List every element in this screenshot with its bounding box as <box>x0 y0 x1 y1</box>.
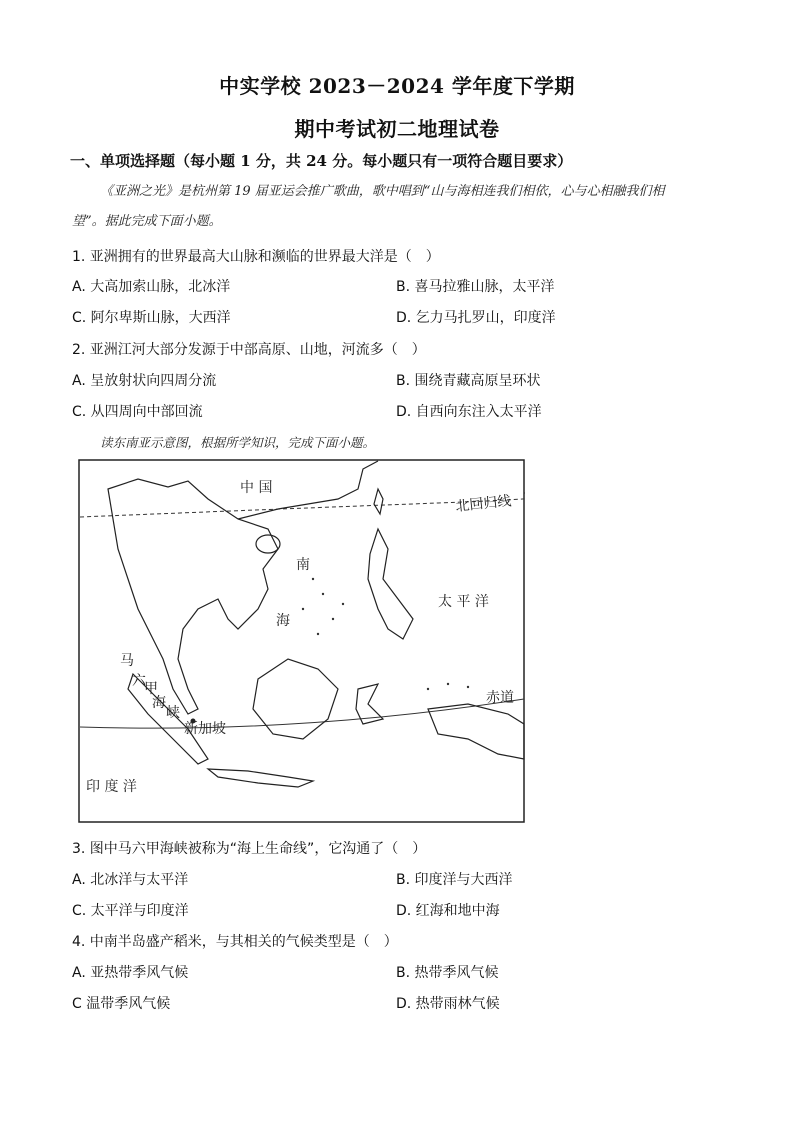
question-2-stem: 2. 亚洲江河大部分发源于中部高原、山地，河流多（ ） <box>72 342 426 358</box>
question-1-option-d[interactable]: D. 乞力马扎罗山，印度洋 <box>396 310 556 326</box>
label-strait-5: 峡 <box>166 705 180 721</box>
question-3-option-c[interactable]: C. 太平洋与印度洋 <box>72 903 189 919</box>
label-tropic-of-cancer: 北回归线 <box>454 493 513 515</box>
question-4-option-a[interactable]: A. 亚热带季风气候 <box>72 965 189 981</box>
label-pacific-ocean: 太 平 洋 <box>438 594 489 610</box>
question-2-option-a[interactable]: A. 呈放射状向四周分流 <box>72 373 217 389</box>
question-2-option-b[interactable]: B. 围绕青藏高原呈环状 <box>396 373 541 389</box>
question-4-option-c[interactable]: C 温带季风气候 <box>72 996 171 1012</box>
title-line-2: 期中考试初二地理试卷 <box>294 117 500 141</box>
question-4-stem: 4. 中南半岛盛产稻米，与其相关的气候类型是（ ） <box>72 934 398 950</box>
passage-1-line-2: 望”。据此完成下面小题。 <box>72 214 222 229</box>
question-3-option-d[interactable]: D. 红海和地中海 <box>396 903 500 919</box>
question-4-option-b[interactable]: B. 热带季风气候 <box>396 965 499 981</box>
label-strait-4: 海 <box>152 695 166 711</box>
question-3-option-a[interactable]: A. 北冰洋与太平洋 <box>72 872 189 888</box>
label-strait-2: 六 <box>132 673 146 689</box>
question-1-option-a[interactable]: A. 大高加索山脉，北冰洋 <box>72 279 231 295</box>
question-1-option-b[interactable]: B. 喜马拉雅山脉，太平洋 <box>396 279 555 295</box>
label-strait-3: 甲 <box>144 681 158 697</box>
label-strait-1: 马 <box>120 653 134 669</box>
passage-2: 读东南亚示意图，根据所学知识，完成下面小题。 <box>100 435 376 450</box>
title-line-1: 中实学校 2023－2024 学年度下学期 <box>219 74 575 98</box>
label-south-sea-1: 南 <box>296 557 310 573</box>
label-indian-ocean: 印 度 洋 <box>86 779 137 795</box>
label-singapore: 新加坡 <box>184 721 226 737</box>
question-3-stem: 3. 图中马六甲海峡被称为“海上生命线”，它沟通了（ ） <box>72 841 427 857</box>
section-heading: 一、单项选择题（每小题 1 分，共 24 分。每小题只有一项符合题目要求） <box>70 152 573 170</box>
label-equator: 赤道 <box>486 690 514 706</box>
question-2-option-c[interactable]: C. 从四周向中部回流 <box>72 404 203 420</box>
question-2-option-d[interactable]: D. 自西向东注入太平洋 <box>396 404 542 420</box>
label-china: 中 国 <box>240 480 273 496</box>
southeast-asia-map <box>78 459 525 823</box>
question-1-option-c[interactable]: C. 阿尔卑斯山脉，大西洋 <box>72 310 231 326</box>
passage-1-line-1: 《亚洲之光》是杭州第 19 届亚运会推广歌曲，歌中唱到“山与海相连我们相依，心与心相融我们相 <box>100 184 665 199</box>
question-4-option-d[interactable]: D. 热带雨林气候 <box>396 996 500 1012</box>
question-3-option-b[interactable]: B. 印度洋与大西洋 <box>396 872 513 888</box>
question-1-stem: 1. 亚洲拥有的世界最高大山脉和濒临的世界最大洋是（ ） <box>72 249 440 265</box>
label-south-sea-2: 海 <box>276 613 290 629</box>
